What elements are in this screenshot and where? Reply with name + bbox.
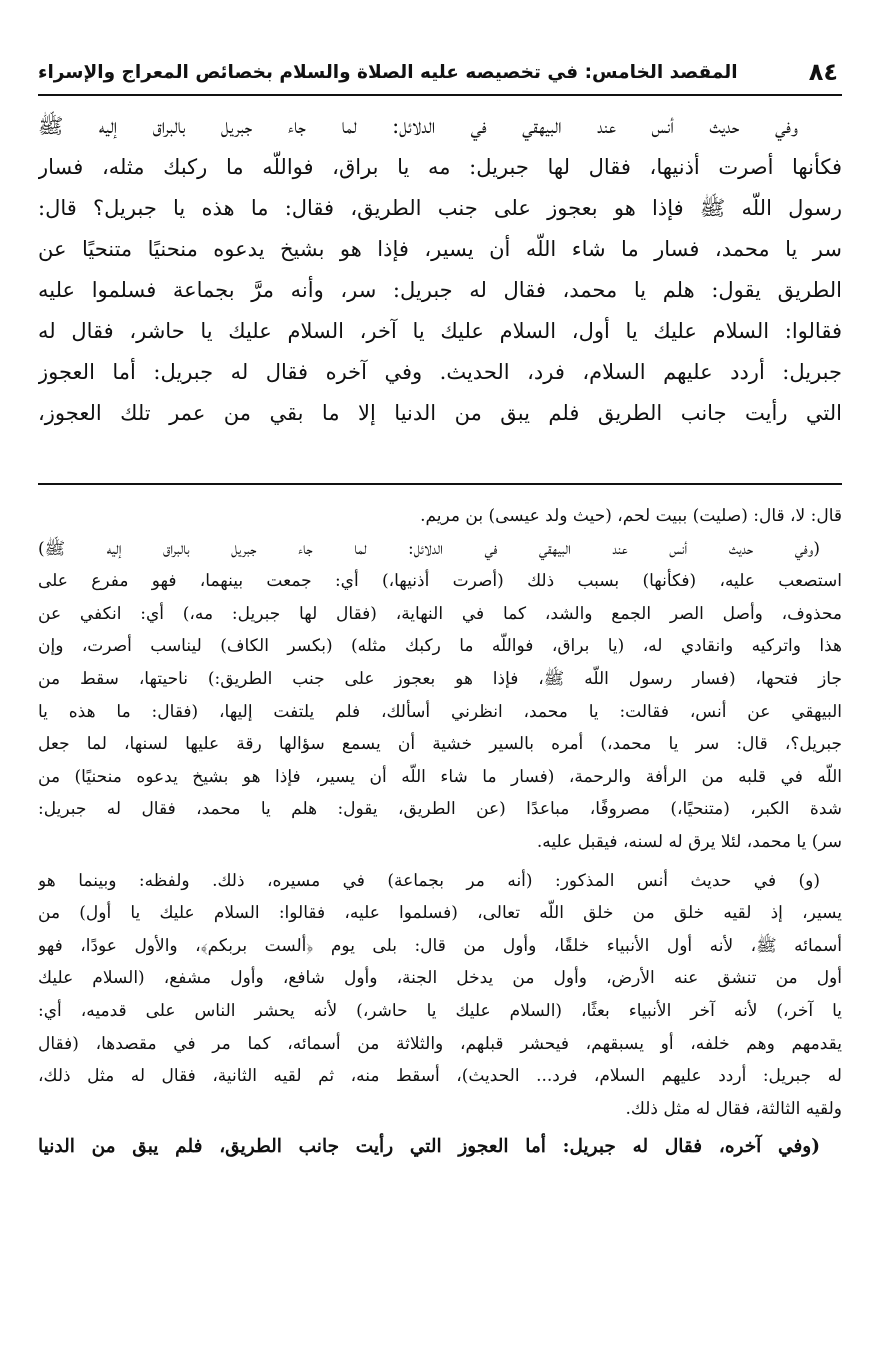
commentary-line: جاز فتحها، (فسار رسول اللّه ﷺ، فإذا هو بعجوز على جنب الطريق:) ناحيتها، سقط من [38, 668, 842, 689]
commentary-line: يسير، إذ لقيه خلق من خلق اللّه تعالى، (فسلموا عليه، فقالوا: السلام عليك يا أول) من [38, 903, 842, 924]
commentary-line: جبريل؟، قال: سر يا محمد،) أمره بالسير خشية أن يسمع سؤالها رقة عليها لسنها، لما جعل [38, 734, 842, 755]
commentary-line: أول من تنشق عنه الأرض، وأول من يدخل الجنة، وأول شافع، وأول مشفع، (السلام عليك [38, 968, 842, 989]
commentary-line: هذا واتركيه وانقادي له، (يا براق، فواللّه ما ركبك مثله) (بكسر الكاف) ليناسب أصرت، وإن [38, 636, 842, 657]
main-text-line: وفي حديث أنس عند البيهقي في الدلائل: لما جاء جبريل بالبراق إليه ﷺ [38, 114, 798, 138]
main-text [38, 106, 842, 434]
commentary-line: محذوف، وأصل الصر الجمع والشد، كما في النهاية، (فقال لها جبريل: مه،) أي: انكفي عن [38, 603, 842, 624]
page-number: ٨٤ [808, 58, 838, 86]
commentary-line: أسمائه ﷺ، لأنه أول الأنبياء خلقًا، وأول من قال: بلى يوم ﴿ألست بربكم﴾، والأول عودًا، فهو [38, 935, 842, 956]
commentary-line: يا آخر،) لأنه آخر الأنبياء بعثًا، (السلام عليك يا حاشر،) لأنه يحشر الناس على قدميه، أي: [38, 1000, 842, 1021]
commentary-line: يقدمهم وهم خلفه، أو يسبقهم، فيحشر قبلهم، والثلاثة من أسمائه، كما مر في مقصدها، (فقال [38, 1033, 842, 1054]
commentary-line: له جبريل: أردد عليهم السلام، فرد... الحديث)، أسقط منه، ثم لقيه الثانية، فقال له مثل ذلك، [38, 1066, 842, 1087]
commentary-text [38, 500, 842, 1164]
commentary-line: (وفي حديث أنس عند البيهقي في الدلائل: لما جاء جبريل بالبراق إليه ﷺ) [38, 538, 820, 559]
commentary-line: اللّه في قلبه من الرأفة والرحمة، (فسار ما شاء اللّه أن يسير، فإذا هو بشيخ يدعوه منحنيًا) من [38, 766, 842, 787]
main-text-line: فقالوا: السلام عليك يا أول، السلام عليك يا آخر، السلام عليك يا حاشر، فقال له [38, 319, 842, 343]
commentary-line: ولقيه الثالثة، فقال له مثل ذلك. [625, 1098, 842, 1119]
commentary-line: سر) يا محمد، لئلا يرق له لسنه، فيقبل عليه. [536, 831, 842, 852]
main-text-line: الطريق يقول: هلم يا محمد، فقال له جبريل: سر، وأنه مرَّ بجماعة فسلموا عليه [38, 278, 842, 302]
chapter-title: المقصد الخامس: في تخصيصه عليه الصلاة والسلام بخصائص المعراج والإسراء [38, 61, 738, 83]
main-text-line: جبريل: أردد عليهم السلام، فرد، الحديث. وفي آخره فقال له جبريل: أما العجوز [38, 360, 842, 384]
main-text-line: فكأنها أصرت أذنيها، فقال لها جبريل: مه يا براق، فواللّه ما ركبك مثله، فسار [38, 155, 842, 179]
commentary-line: شدة الكبر، (متنحيًا،) مصروفًا، مباعدًا (عن الطريق، يقول: هلم يا محمد، فقال له جبريل: [38, 799, 842, 820]
main-text-line: التي رأيت جانب الطريق فلم يبق من الدنيا إلا ما بقي من عمر تلك العجوز، [38, 401, 842, 425]
main-text-line: رسول اللّه ﷺ فإذا هو بعجوز على جنب الطريق، فقال: ما هذه يا جبريل؟ قال: [38, 196, 842, 220]
commentary-line: استصعب عليه، (فكأنها) بسبب ذلك (أصرت أذنيها،) أي: جمعت بينهما، فهو مفرع على [38, 571, 842, 592]
commentary-line: (وفي آخره، فقال له جبريل: أما العجوز التي رأيت جانب الطريق، فلم يبق من الدنيا [38, 1136, 820, 1158]
running-header [38, 54, 842, 96]
text-separator [38, 483, 842, 485]
commentary-line: البيهقي عن أنس، فقالت: يا محمد، انظرني أسألك، فلم يلتفت إليها، (فقال: ما هذه يا [38, 701, 842, 722]
commentary-line: قال: لا، قال: (صليت) ببيت لحم، (حيث ولد عيسى) بن مريم. [420, 506, 842, 526]
main-text-line: سر يا محمد، فسار ما شاء اللّه أن يسير، فإذا هو بشيخ يدعوه منحنيًا متنحيًا عن [38, 237, 842, 261]
commentary-line: (و) في حديث أنس المذكور: (أنه مر بجماعة) في مسيره، ذلك. ولفظه: وبينما هو [38, 870, 820, 891]
